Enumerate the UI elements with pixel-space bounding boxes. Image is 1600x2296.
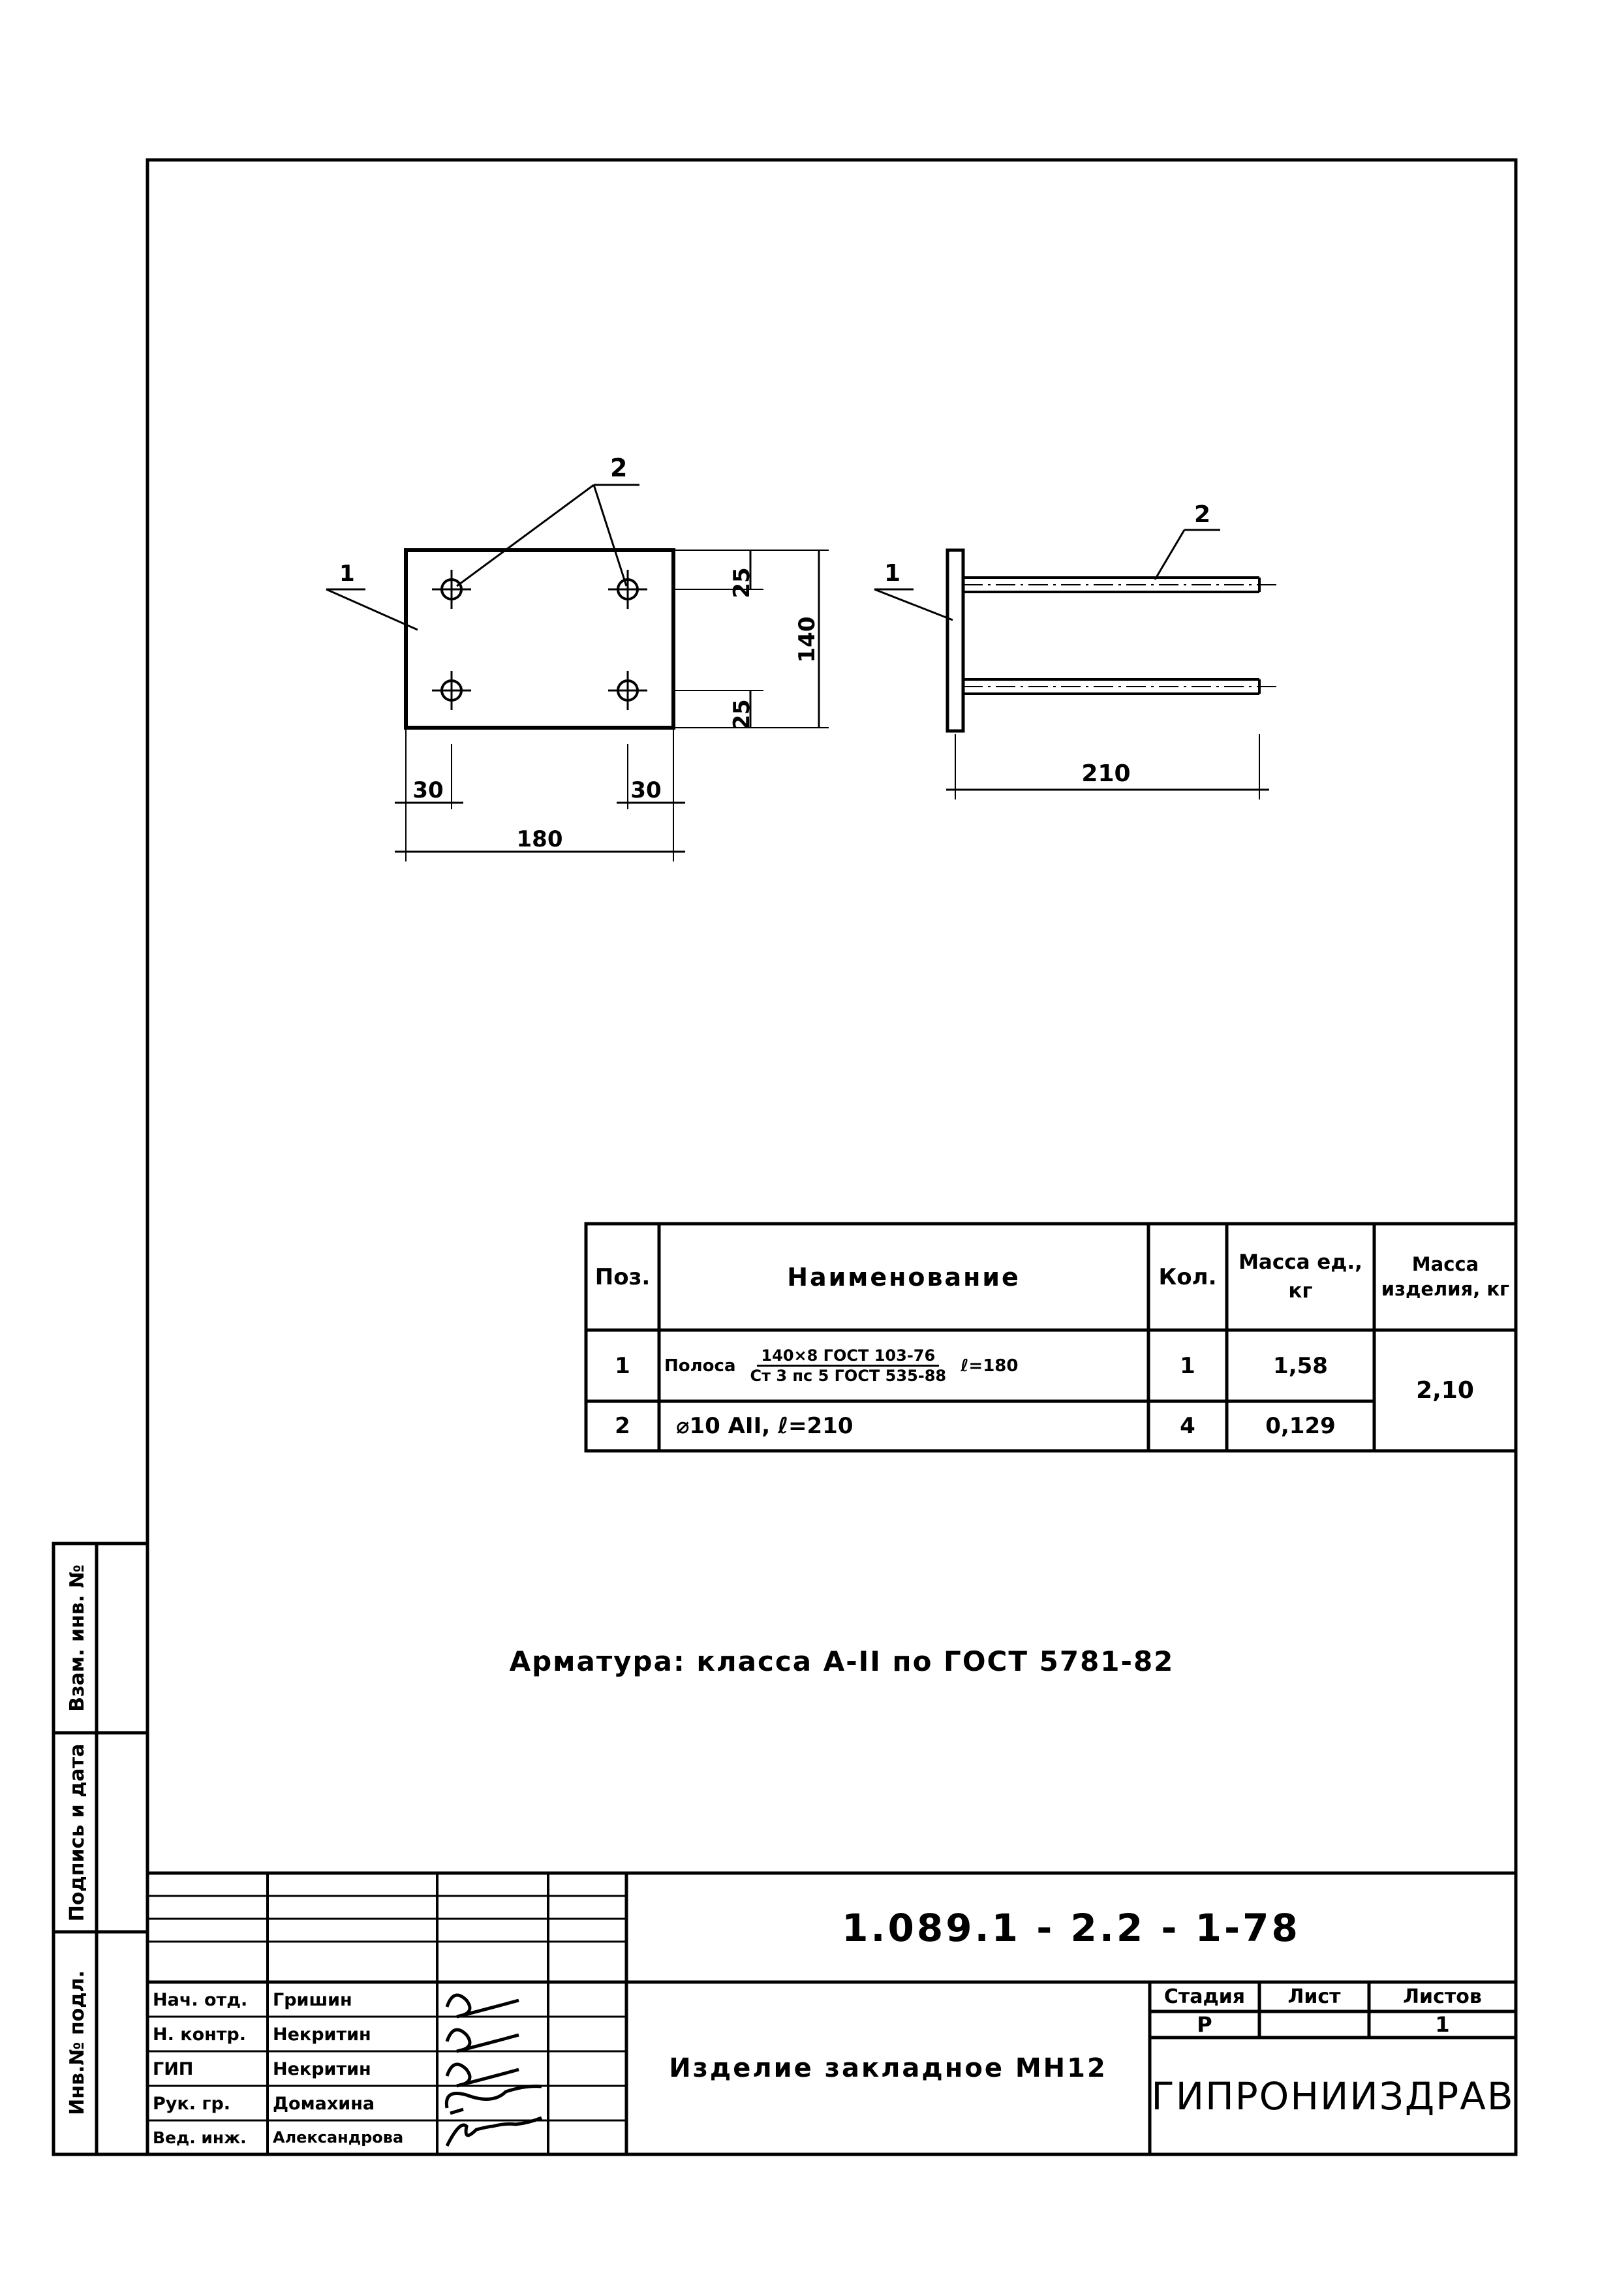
row-1-name-denominator: Ст 3 пс 5 ГОСТ 535-88 [750, 1367, 947, 1385]
sheet-frame [147, 160, 1516, 2154]
stage-value: Р [1197, 2012, 1212, 2037]
leader-line [874, 589, 953, 620]
row-1-pos: 1 [615, 1352, 630, 1379]
person-name: Домахина [273, 2094, 375, 2114]
row-1-mass-unit: 1,58 [1273, 1352, 1328, 1379]
organization: ГИПРОНИИЗДРАВ [1151, 2073, 1515, 2118]
person-role: ГИП [153, 2059, 194, 2079]
side-stamp-field-2: Подпись и дата [66, 1743, 89, 1922]
dim-left-label: 30 [412, 777, 444, 803]
leader-line [594, 485, 626, 586]
dim-length-label: 210 [1081, 760, 1131, 787]
side-stamp-labels [66, 1564, 89, 2115]
person-role: Вед. инж. [153, 2128, 247, 2147]
dim-width-label: 180 [516, 826, 563, 852]
row-1-qty: 1 [1180, 1352, 1195, 1379]
hole-mark [608, 570, 647, 609]
sheets-label: Листов [1403, 1985, 1482, 2008]
row-2-name: ⌀10 АII, ℓ=210 [676, 1413, 854, 1439]
hole-mark [432, 671, 471, 710]
reinforcement-note: Арматура: класса А-II по ГОСТ 5781-82 [509, 1645, 1175, 1677]
sheet-label: Лист [1287, 1985, 1341, 2008]
plan-dimension-labels [339, 454, 820, 852]
side-dimension-labels [884, 501, 1210, 787]
dim-top-label: 25 [729, 567, 755, 598]
signature [447, 2030, 519, 2051]
anchor-bar [963, 679, 1279, 694]
header-qty: Кол. [1158, 1264, 1217, 1290]
row-1-name-numerator: 140×8 ГОСТ 103-76 [757, 1346, 939, 1367]
person-name: Гришин [273, 1990, 352, 2010]
row-2-qty: 4 [1180, 1413, 1195, 1439]
header-mass-unit: Масса ед., кг [1238, 1250, 1362, 1303]
side-view [874, 530, 1279, 799]
person-role: Нач. отд. [153, 1990, 248, 2010]
signatures [446, 1995, 542, 2146]
person-role: Рук. гр. [153, 2094, 231, 2114]
header-name: Наименование [787, 1262, 1021, 1292]
row-1-name-length: ℓ=180 [961, 1356, 1019, 1376]
leader-line [457, 485, 594, 586]
leader-line [1155, 530, 1184, 580]
hole-mark [608, 671, 647, 710]
person-name: Некритин [273, 2025, 371, 2045]
dim-bottom-label: 25 [729, 699, 755, 730]
dim-height-label: 140 [794, 616, 820, 663]
sheet-value [1261, 2013, 1368, 2036]
stage-label: Стадия [1163, 1985, 1246, 2008]
item-name: Изделие закладное МН12 [669, 2053, 1107, 2083]
plate-outline [406, 550, 673, 728]
header-mass-item: Масса изделия, кг [1381, 1252, 1510, 1300]
signature [447, 2118, 542, 2146]
sheets-value: 1 [1435, 2012, 1450, 2037]
mass-item-total: 2,10 [1416, 1377, 1474, 1404]
hole-mark [432, 570, 471, 609]
person-role: Н. контр. [153, 2025, 247, 2045]
side-callout-2: 2 [1194, 501, 1211, 528]
row-2-pos: 2 [615, 1413, 630, 1439]
row-1-name [660, 1331, 1147, 1400]
row-1-name-fraction [746, 1346, 950, 1385]
signature [447, 1995, 519, 2017]
side-stamp-field-3: Взам. инв. № [66, 1564, 89, 1712]
plate-section [947, 550, 963, 731]
side-callout-1: 1 [884, 560, 901, 587]
signature [447, 2064, 519, 2086]
doc-number: 1.089.1 - 2.2 - 1-78 [842, 1905, 1300, 1950]
dim-right-label: 30 [630, 777, 662, 803]
row-1-name-prefix: Полоса [664, 1356, 736, 1376]
person-name: Александрова [273, 2128, 404, 2147]
anchor-bar [963, 578, 1279, 592]
callout-2: 2 [610, 454, 628, 482]
header-pos: Поз. [594, 1264, 651, 1290]
person-name: Некритин [273, 2059, 371, 2079]
plan-view [326, 485, 829, 861]
signature [446, 2087, 542, 2113]
side-stamp-field-1: Инв.№ подл. [66, 1970, 89, 2115]
callout-1: 1 [339, 561, 355, 587]
row-2-mass-unit: 0,129 [1265, 1413, 1336, 1439]
